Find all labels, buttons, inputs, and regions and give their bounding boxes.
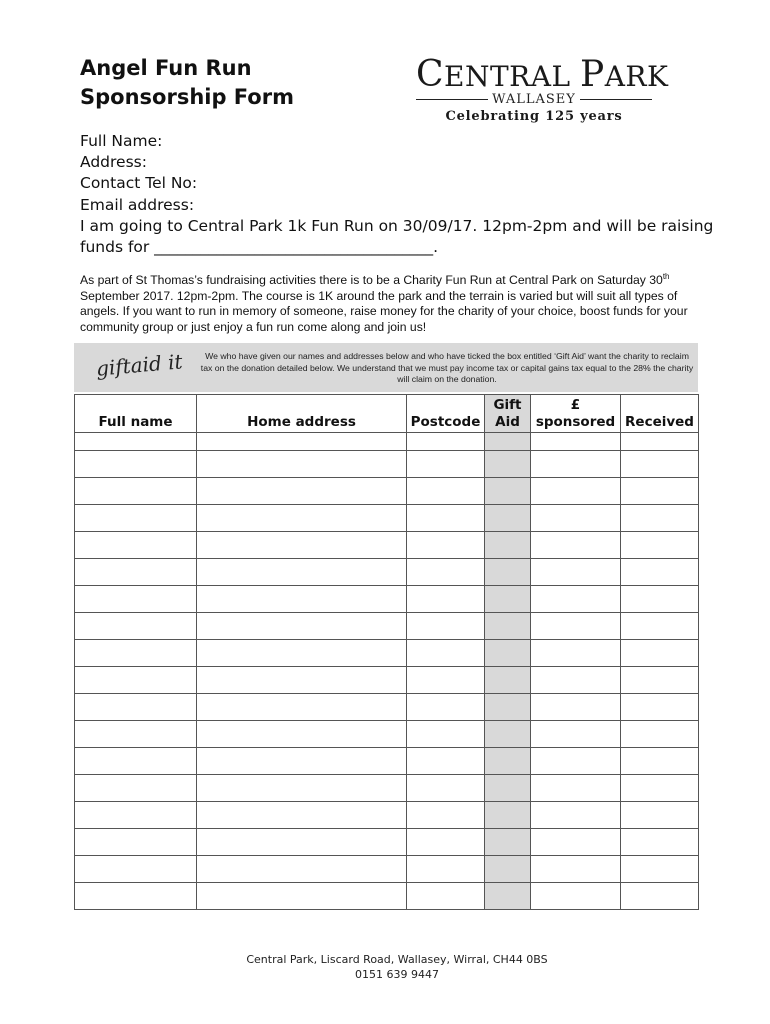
table-header-row xyxy=(75,395,699,433)
giftaid-declaration: We who have given our names and addresses below and who have ticked the box entitled ‘Gift Aid’ want the charity to reclaim tax on the donation detailed below. We understand that we must pay income tax or capital gains tax equal to the 28% the charity will claim on the donation. xyxy=(200,351,694,384)
table-row xyxy=(75,640,699,667)
cell-sponsored[interactable] xyxy=(531,748,621,775)
cell-postcode[interactable] xyxy=(407,883,485,910)
table-row xyxy=(75,586,699,613)
cell-gift-aid[interactable] xyxy=(485,532,531,559)
cell-received[interactable] xyxy=(621,640,699,667)
cell-received[interactable] xyxy=(621,433,699,451)
cell-home-address[interactable] xyxy=(197,883,407,910)
cell-received[interactable] xyxy=(621,532,699,559)
cell-sponsored[interactable] xyxy=(531,613,621,640)
cell-sponsored[interactable] xyxy=(531,856,621,883)
table-row xyxy=(75,694,699,721)
cell-sponsored[interactable] xyxy=(531,433,621,451)
table-row xyxy=(75,532,699,559)
table-row xyxy=(75,883,699,910)
cell-full-name[interactable] xyxy=(75,667,197,694)
form-title-line2: Sponsorship Form xyxy=(80,85,294,109)
cell-full-name[interactable] xyxy=(75,532,197,559)
cell-gift-aid[interactable] xyxy=(485,613,531,640)
cell-received[interactable] xyxy=(621,613,699,640)
cell-received[interactable] xyxy=(621,694,699,721)
cell-received[interactable] xyxy=(621,478,699,505)
address-field[interactable]: Address: xyxy=(80,153,147,172)
central-park-logo xyxy=(416,54,669,128)
col-header-gift-aid: Gift Aid xyxy=(485,395,531,433)
cell-full-name[interactable] xyxy=(75,640,197,667)
cell-gift-aid[interactable] xyxy=(485,883,531,910)
table-row xyxy=(75,856,699,883)
statement-line1: I am going to Central Park 1k Fun Run on 30/09/17. 12pm-2pm and will be raising xyxy=(80,216,714,235)
cell-received[interactable] xyxy=(621,559,699,586)
cell-home-address[interactable] xyxy=(197,640,407,667)
cell-gift-aid[interactable] xyxy=(485,775,531,802)
cell-home-address[interactable] xyxy=(197,667,407,694)
cell-home-address[interactable] xyxy=(197,433,407,451)
cell-full-name[interactable] xyxy=(75,748,197,775)
table-row xyxy=(75,721,699,748)
cell-full-name[interactable] xyxy=(75,505,197,532)
cell-sponsored[interactable] xyxy=(531,694,621,721)
cell-gift-aid[interactable] xyxy=(485,829,531,856)
cell-sponsored[interactable] xyxy=(531,478,621,505)
cell-gift-aid[interactable] xyxy=(485,802,531,829)
cell-sponsored[interactable] xyxy=(531,640,621,667)
cell-home-address[interactable] xyxy=(197,451,407,478)
cell-postcode[interactable] xyxy=(407,559,485,586)
cell-sponsored[interactable] xyxy=(531,586,621,613)
footer-address: Central Park, Liscard Road, Wallasey, Wirral, CH44 0BS xyxy=(246,953,548,966)
table-row xyxy=(75,433,699,451)
funds-for-field[interactable]: funds for ____________________________________. xyxy=(80,238,439,257)
cell-postcode[interactable] xyxy=(407,505,485,532)
cell-postcode[interactable] xyxy=(407,532,485,559)
cell-home-address[interactable] xyxy=(197,775,407,802)
logo-subtitle: WALLASEY xyxy=(416,92,652,107)
logo-tagline: Celebrating 125 years xyxy=(445,109,623,124)
col-header-postcode: Postcode xyxy=(407,395,485,433)
cell-sponsored[interactable] xyxy=(531,802,621,829)
logo-rule-left xyxy=(416,99,488,100)
contact-tel-field[interactable]: Contact Tel No: xyxy=(80,174,198,193)
logo-name: CENTRAL PARK xyxy=(416,54,669,95)
logo-rule-right xyxy=(580,99,652,100)
cell-received[interactable] xyxy=(621,505,699,532)
cell-gift-aid[interactable] xyxy=(485,640,531,667)
cell-received[interactable] xyxy=(621,829,699,856)
table-row xyxy=(75,505,699,532)
cell-full-name[interactable] xyxy=(75,613,197,640)
cell-postcode[interactable] xyxy=(407,586,485,613)
cell-gift-aid[interactable] xyxy=(485,667,531,694)
footer-phone: 0151 639 9447 xyxy=(355,968,439,981)
cell-home-address[interactable] xyxy=(197,478,407,505)
footer xyxy=(0,952,770,982)
cell-received[interactable] xyxy=(621,721,699,748)
cell-full-name[interactable] xyxy=(75,802,197,829)
col-header-full-name: Full name xyxy=(75,395,197,433)
cell-sponsored[interactable] xyxy=(531,775,621,802)
cell-full-name[interactable] xyxy=(75,694,197,721)
cell-postcode[interactable] xyxy=(407,613,485,640)
cell-gift-aid[interactable] xyxy=(485,505,531,532)
table-row xyxy=(75,613,699,640)
cell-received[interactable] xyxy=(621,667,699,694)
table-row xyxy=(75,748,699,775)
cell-full-name[interactable] xyxy=(75,721,197,748)
intro-paragraph: As part of St Thomas’s fundraising activities there is to be a Charity Fun Run at Central Park on Saturday 30th September 2017. 12pm-2pm. The course is 1K around the park and the terrain is varied but will suit all types of angels. If you want to run in memory of someone, raise money for the charity of your choice, boost funds for your community group or just enjoy a fun run come along and join us! xyxy=(80,272,688,334)
cell-full-name[interactable] xyxy=(75,829,197,856)
cell-postcode[interactable] xyxy=(407,775,485,802)
table-body xyxy=(75,433,699,910)
sponsorship-table xyxy=(74,394,699,910)
cell-full-name[interactable] xyxy=(75,478,197,505)
form-title xyxy=(80,54,294,112)
cell-full-name[interactable] xyxy=(75,451,197,478)
table-row xyxy=(75,667,699,694)
cell-full-name[interactable] xyxy=(75,559,197,586)
cell-received[interactable] xyxy=(621,802,699,829)
cell-home-address[interactable] xyxy=(197,559,407,586)
cell-received[interactable] xyxy=(621,883,699,910)
cell-received[interactable] xyxy=(621,451,699,478)
cell-gift-aid[interactable] xyxy=(485,694,531,721)
cell-gift-aid[interactable] xyxy=(485,559,531,586)
cell-gift-aid[interactable] xyxy=(485,586,531,613)
cell-received[interactable] xyxy=(621,856,699,883)
cell-sponsored[interactable] xyxy=(531,505,621,532)
cell-home-address[interactable] xyxy=(197,694,407,721)
cell-full-name[interactable] xyxy=(75,883,197,910)
cell-postcode[interactable] xyxy=(407,478,485,505)
cell-postcode[interactable] xyxy=(407,748,485,775)
cell-gift-aid[interactable] xyxy=(485,721,531,748)
cell-gift-aid[interactable] xyxy=(485,856,531,883)
email-field[interactable]: Email address: xyxy=(80,195,195,214)
cell-postcode[interactable] xyxy=(407,433,485,451)
cell-sponsored[interactable] xyxy=(531,451,621,478)
cell-postcode[interactable] xyxy=(407,802,485,829)
cell-gift-aid[interactable] xyxy=(485,478,531,505)
cell-sponsored[interactable] xyxy=(531,667,621,694)
cell-home-address[interactable] xyxy=(197,505,407,532)
cell-home-address[interactable] xyxy=(197,802,407,829)
cell-home-address[interactable] xyxy=(197,856,407,883)
table-row xyxy=(75,829,699,856)
cell-postcode[interactable] xyxy=(407,829,485,856)
giftaid-banner xyxy=(74,343,698,392)
cell-home-address[interactable] xyxy=(197,586,407,613)
cell-postcode[interactable] xyxy=(407,694,485,721)
cell-sponsored[interactable] xyxy=(531,721,621,748)
cell-home-address[interactable] xyxy=(197,613,407,640)
cell-home-address[interactable] xyxy=(197,748,407,775)
form-title-line1: Angel Fun Run xyxy=(80,56,252,80)
cell-gift-aid[interactable] xyxy=(485,748,531,775)
cell-postcode[interactable] xyxy=(407,856,485,883)
col-header-sponsored: £ sponsored xyxy=(531,395,621,433)
table-row xyxy=(75,775,699,802)
cell-received[interactable] xyxy=(621,586,699,613)
cell-home-address[interactable] xyxy=(197,721,407,748)
cell-sponsored[interactable] xyxy=(531,532,621,559)
cell-home-address[interactable] xyxy=(197,829,407,856)
giftaid-logo: giftaid it xyxy=(95,349,184,381)
cell-sponsored[interactable] xyxy=(531,829,621,856)
full-name-field[interactable]: Full Name: xyxy=(80,132,163,150)
cell-full-name[interactable] xyxy=(75,433,197,451)
table-row xyxy=(75,451,699,478)
cell-sponsored[interactable] xyxy=(531,559,621,586)
cell-postcode[interactable] xyxy=(407,451,485,478)
cell-sponsored[interactable] xyxy=(531,883,621,910)
cell-received[interactable] xyxy=(621,748,699,775)
cell-postcode[interactable] xyxy=(407,667,485,694)
cell-gift-aid[interactable] xyxy=(485,433,531,451)
personal-details xyxy=(80,131,713,258)
col-header-home-address: Home address xyxy=(197,395,407,433)
table-row xyxy=(75,802,699,829)
cell-full-name[interactable] xyxy=(75,856,197,883)
col-header-received: Received xyxy=(621,395,699,433)
cell-full-name[interactable] xyxy=(75,775,197,802)
cell-full-name[interactable] xyxy=(75,586,197,613)
cell-received[interactable] xyxy=(621,775,699,802)
table-row xyxy=(75,478,699,505)
cell-postcode[interactable] xyxy=(407,721,485,748)
cell-postcode[interactable] xyxy=(407,640,485,667)
table-row xyxy=(75,559,699,586)
cell-home-address[interactable] xyxy=(197,532,407,559)
cell-gift-aid[interactable] xyxy=(485,451,531,478)
